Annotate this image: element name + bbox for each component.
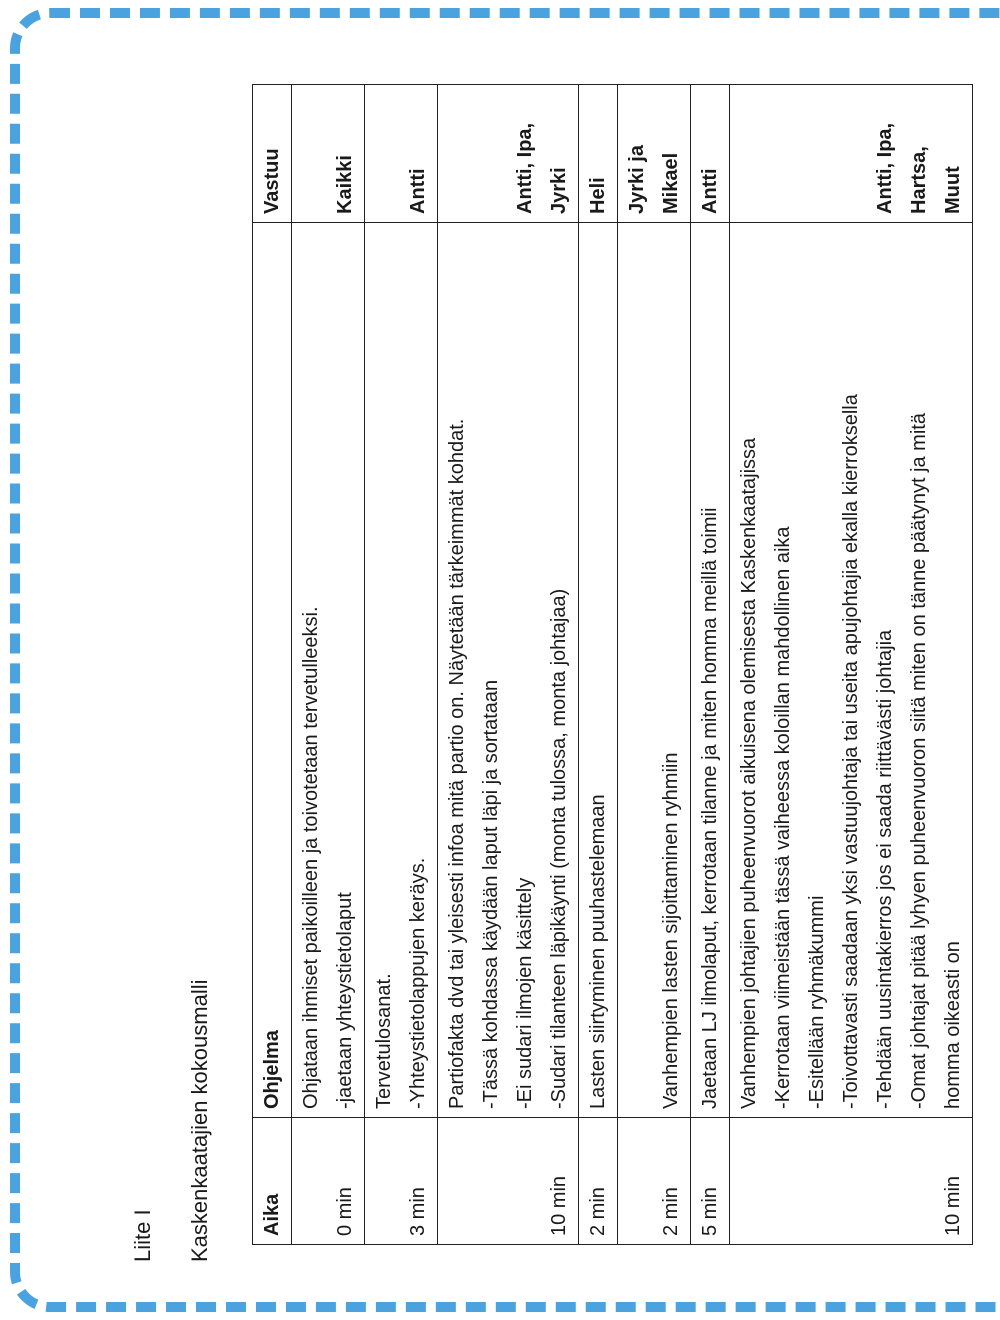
responsible-line: Hartsa, xyxy=(908,146,930,214)
responsible-cell xyxy=(618,85,691,223)
program-cell xyxy=(691,223,730,1118)
responsible-cell xyxy=(365,85,438,223)
document-title: Kaskenkaatajien kokousmalli xyxy=(187,979,212,1262)
responsible-cell xyxy=(691,85,730,223)
table-row xyxy=(618,85,691,1245)
program-line: Vanhempien johtajien puheenvuorot aikuisena olemisesta Kaskenkaatajissa xyxy=(738,437,760,1109)
responsible-line: Kaikki xyxy=(334,155,356,214)
program-line: homma oikeasti on xyxy=(942,941,964,1109)
time-cell: 10 min xyxy=(730,1118,973,1245)
program-line: Ohjataan ihmiset paikoilleen ja toivotetaan tervetulleeksi. xyxy=(300,606,322,1109)
program-cell xyxy=(365,223,438,1118)
program-line: Lasten siirtyminen puuhastelemaan xyxy=(587,794,609,1109)
responsible-line: Antti, Ipa, xyxy=(514,122,536,214)
header-time: Aika xyxy=(253,1118,292,1245)
time-cell: 10 min xyxy=(438,1118,579,1245)
program-line: -jaetaan yhteystietolaput xyxy=(334,892,356,1109)
responsible-line: Antti, Ipa, xyxy=(874,122,896,214)
program-line: Vanhempien lasten sijoittaminen ryhmiin xyxy=(660,752,682,1109)
time-cell: 2 min xyxy=(618,1118,691,1245)
program-cell xyxy=(292,223,365,1118)
program-cell xyxy=(730,223,973,1118)
program-cell xyxy=(579,223,618,1118)
program-line: Partiofakta dvd tai yleisesti infoa mitä partio on. Näytetään tärkeimmät kohdat. xyxy=(446,418,468,1109)
table-row xyxy=(691,85,730,1245)
responsible-line: Muut xyxy=(942,166,964,214)
program-cell xyxy=(618,223,691,1118)
program-line: -Omat johtajat pitää lyhyen puheenvuoron siitä miten on tänne päätynyt ja mitä xyxy=(908,413,930,1109)
responsible-cell xyxy=(579,85,618,223)
program-line: -Tässä kohdassa käydään laput läpi ja sortataan xyxy=(480,679,502,1109)
table-row xyxy=(730,85,973,1245)
program-line: -Tehdään uusintakierros jos ei saada riittävästi johtajia xyxy=(874,629,896,1109)
appendix-label: Liite I xyxy=(130,1209,155,1262)
table-header-row xyxy=(253,85,292,1245)
meeting-agenda-table xyxy=(252,84,973,1245)
responsible-line: Jyrki xyxy=(548,167,570,214)
responsible-line: Heli xyxy=(587,177,609,214)
program-line: Jaetaan LJ ilmolaput, kerrotaan tilanne ja miten homma meillä toimii xyxy=(699,507,721,1109)
table-row xyxy=(292,85,365,1245)
time-cell: 0 min xyxy=(292,1118,365,1245)
table-row xyxy=(438,85,579,1245)
program-line: -Sudari tilanteen läpikäynti (monta tulossa, monta johtajaa) xyxy=(548,588,570,1109)
time-cell: 5 min xyxy=(691,1118,730,1245)
program-line: -Ei sudari ilmojen käsittely xyxy=(514,877,536,1109)
table-row xyxy=(365,85,438,1245)
program-line: -Toivottavasti saadaan yksi vastuujohtaja tai useita apujohtajia ekalla kierroksella xyxy=(840,394,862,1109)
program-line: -Yhteystietolappujen keräys. xyxy=(407,857,429,1109)
time-cell: 2 min xyxy=(579,1118,618,1245)
time-cell: 3 min xyxy=(365,1118,438,1245)
responsible-cell xyxy=(292,85,365,223)
responsible-line: Mikael xyxy=(660,152,682,214)
header-responsible: Vastuu xyxy=(253,85,292,223)
program-line: -Kerrotaan viimeistään tässä vaiheessa koloillan mahdollinen aika xyxy=(772,526,794,1109)
program-cell xyxy=(438,223,579,1118)
header-program: Ohjelma xyxy=(253,223,292,1118)
responsible-line: Antti xyxy=(407,168,429,214)
responsible-cell xyxy=(438,85,579,223)
program-line: Tervetulosanat. xyxy=(373,973,395,1109)
program-line: -Esitellään ryhmäkummi xyxy=(806,895,828,1109)
responsible-cell xyxy=(730,85,973,223)
responsible-line: Jyrki ja xyxy=(626,145,648,214)
responsible-line: Antti xyxy=(699,168,721,214)
table-row xyxy=(579,85,618,1245)
